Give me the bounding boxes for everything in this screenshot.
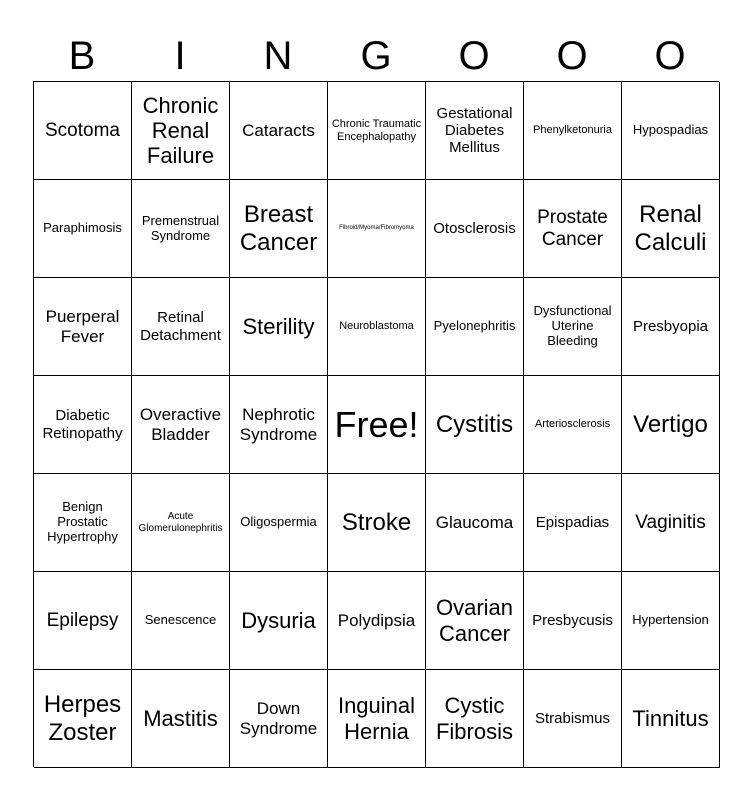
bingo-cell <box>622 82 720 180</box>
cell-label: Ovarian Cancer <box>435 595 514 646</box>
free-space-label: Free! <box>334 403 419 445</box>
cell-label: Overactive Bladder <box>139 404 222 444</box>
cell-label: Diabetic Retinopathy <box>42 407 123 442</box>
cell-label: Presbyopia <box>632 317 709 335</box>
cell-label: Phenylketonuria <box>533 124 612 137</box>
bingo-cell <box>622 278 720 376</box>
cell-label: Oligospermia <box>240 514 317 530</box>
bingo-cell <box>524 572 622 670</box>
cell-label: Benign Prostatic Hypertrophy <box>47 499 118 544</box>
cell-label: Gestational Diabetes Mellitus <box>436 104 513 157</box>
bingo-cell <box>426 670 524 768</box>
cell-label: Glaucoma <box>435 512 514 532</box>
cell-label: Cystitis <box>435 410 514 438</box>
bingo-cell <box>622 572 720 670</box>
cell-label: Nephrotic Syndrome <box>239 404 318 444</box>
cell-label: Pyelonephritis <box>433 318 516 334</box>
bingo-cell <box>34 376 132 474</box>
cell-label: Breast Cancer <box>239 200 318 256</box>
bingo-cell <box>34 572 132 670</box>
header-letter-b: B <box>68 34 96 78</box>
cell-label: Acute Glomerulonephritis <box>138 511 223 534</box>
header-letter-g: G <box>360 34 392 78</box>
cell-label: Epilepsy <box>46 609 119 631</box>
bingo-cell <box>524 82 622 180</box>
bingo-cell <box>132 82 230 180</box>
bingo-cell <box>230 376 328 474</box>
cell-label: Polydipsia <box>337 610 416 630</box>
bingo-cell <box>524 278 622 376</box>
bingo-cell <box>132 278 230 376</box>
bingo-cell <box>524 376 622 474</box>
bingo-cell <box>132 180 230 278</box>
free-space-cell <box>328 376 426 474</box>
bingo-cell <box>426 82 524 180</box>
cell-label: Epispadias <box>535 513 610 531</box>
bingo-cell <box>230 670 328 768</box>
bingo-cell <box>426 180 524 278</box>
bingo-cell <box>524 180 622 278</box>
cell-label: Inguinal Hernia <box>337 693 416 744</box>
bingo-cell <box>426 376 524 474</box>
bingo-cell <box>328 670 426 768</box>
bingo-cell <box>328 278 426 376</box>
header-letter-o-1: O <box>458 34 490 78</box>
cell-label: Mastitis <box>143 705 218 731</box>
bingo-cell <box>328 572 426 670</box>
cell-label: Otosclerosis <box>433 219 516 237</box>
bingo-cell <box>230 180 328 278</box>
bingo-cell <box>34 180 132 278</box>
cell-label: Puerperal Fever <box>45 306 120 346</box>
cell-label: Down Syndrome <box>239 698 318 738</box>
bingo-cell <box>426 572 524 670</box>
bingo-cell <box>132 572 230 670</box>
bingo-cell <box>34 278 132 376</box>
header-letter-o-3: O <box>654 34 686 78</box>
bingo-cell <box>230 82 328 180</box>
cell-label: Renal Calculi <box>634 200 707 256</box>
bingo-cell <box>622 376 720 474</box>
bingo-cell <box>230 474 328 572</box>
bingo-cell <box>426 278 524 376</box>
cell-label: Arteriosclerosis <box>534 418 611 431</box>
cell-label: Stroke <box>341 508 412 536</box>
header-letter-i: I <box>174 34 186 78</box>
bingo-cell <box>132 474 230 572</box>
bingo-cell <box>426 474 524 572</box>
bingo-cell <box>328 82 426 180</box>
bingo-cell <box>622 670 720 768</box>
cell-label: Hypospadias <box>632 122 709 138</box>
bingo-header <box>33 30 719 82</box>
cell-label: Paraphimosis <box>43 220 122 236</box>
cell-label: Retinal Detachment <box>140 309 221 344</box>
cell-label: Prostate Cancer <box>537 206 608 250</box>
bingo-board <box>33 81 719 767</box>
cell-label: Scotoma <box>45 119 120 141</box>
bingo-cell <box>328 180 426 278</box>
bingo-cell <box>230 278 328 376</box>
cell-label: Strabismus <box>534 709 611 727</box>
bingo-cell <box>132 670 230 768</box>
cell-label: Vaginitis <box>635 511 706 533</box>
bingo-cell <box>34 670 132 768</box>
cell-label: Premenstrual Syndrome <box>141 212 220 243</box>
cell-label: Fibroid/Myoma/Fibromyoma <box>339 225 414 232</box>
cell-label: Neuroblastoma <box>339 320 414 333</box>
bingo-cell <box>622 180 720 278</box>
bingo-cell <box>132 376 230 474</box>
cell-label: Senescence <box>144 612 217 628</box>
cell-label: Herpes Zoster <box>43 690 122 746</box>
bingo-cell <box>524 474 622 572</box>
bingo-cell <box>328 474 426 572</box>
bingo-cell <box>34 82 132 180</box>
bingo-cell <box>230 572 328 670</box>
cell-label: Chronic Renal Failure <box>142 92 219 169</box>
cell-label: Sterility <box>242 313 315 339</box>
bingo-cell <box>34 474 132 572</box>
cell-label: Vertigo <box>633 410 708 438</box>
cell-label: Hypertension <box>632 612 709 628</box>
header-letter-n: N <box>263 34 293 78</box>
bingo-cell <box>524 670 622 768</box>
bingo-cell <box>622 474 720 572</box>
cell-label: Dysfunctional Uterine Bleeding <box>533 303 612 348</box>
cell-label: Presbycusis <box>532 611 613 629</box>
cell-label: Chronic Traumatic Encephalopathy <box>331 117 422 143</box>
cell-label: Cystic Fibrosis <box>435 693 513 744</box>
header-letter-o-2: O <box>556 34 588 78</box>
cell-label: Cataracts <box>242 120 315 140</box>
cell-label: Dysuria <box>241 607 316 633</box>
cell-label: Tinnitus <box>632 705 709 731</box>
